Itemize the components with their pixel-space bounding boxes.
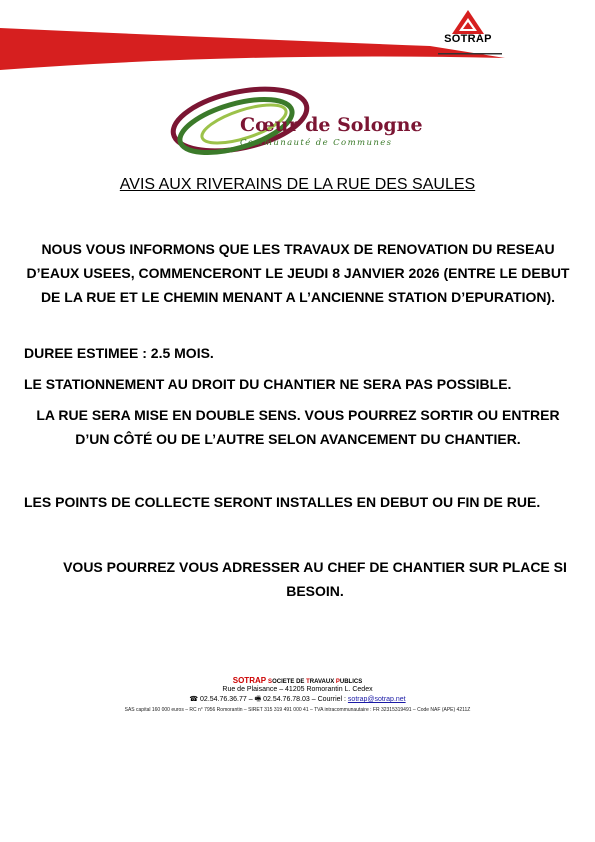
footer-company-line [0, 676, 595, 685]
footer-brand: SOTRAP [232, 676, 267, 685]
footer-email-link[interactable]: sotrap@sotrap.net [347, 696, 406, 703]
notice-paragraph-works: NOUS VOUS INFORMONS QUE LES TRAVAUX DE RENOVATION DU RESEAU D’EAUX USEES, COMMENCERONT LE JEUDI 8 JANVIER 2026 (ENTRE LE DEBUT DE LA RUE ET LE CHEMIN MENANT A L’ANCIENNE STATION D’EPURATION). [26, 241, 570, 305]
partner-logo-subtitle: Communauté de Communes [240, 138, 393, 148]
footer-phone-fax: ☎ 02.54.76.36.77 – 🖷 02.54.76.78.03 – Courriel : [189, 696, 348, 703]
footer-contact-line [0, 695, 595, 706]
notice-paragraph-traffic: LA RUE SERA MISE EN DOUBLE SENS. VOUS POURREZ SORTIR OU ENTRER D’UN CÔTÉ OU DE L’AUTRE SELON AVANCEMENT DU CHANTIER. [36, 407, 560, 447]
notice-paragraph-collection: LES POINTS DE COLLECTE SERONT INSTALLES EN DEBUT OU FIN DE RUE. [24, 494, 541, 510]
notice-paragraph-contact: VOUS POURREZ VOUS ADRESSER AU CHEF DE CHANTIER SUR PLACE SI BESOIN. [63, 559, 567, 599]
header-red-band [0, 0, 595, 80]
sotrap-logo-text: SOTRAP [444, 33, 492, 45]
footer-legal: SAS capital 160 000 euros – RC n° 7956 Romorantin – SIRET 315 319 491 000 41 – TVA intracommunautaire : FR 32315319491 – Code NAF (APE) 4211Z [124, 707, 471, 713]
notice-paragraph-duration: DUREE ESTIMEE : 2.5 MOIS. [24, 345, 214, 361]
partner-logo-name: Cœur de Sologne [240, 114, 423, 136]
sotrap-slogan-mark [438, 52, 502, 56]
footer-address: Rue de Plaisance – 41205 Romorantin L. Cedex [222, 686, 373, 693]
notice-title: AVIS AUX RIVERAINS DE LA RUE DES SAULES [119, 176, 476, 193]
notice-paragraph-parking: LE STATIONNEMENT AU DROIT DU CHANTIER NE SERA PAS POSSIBLE. [24, 376, 512, 392]
footer-company-fullname: SOCIETE DE TRAVAUX PUBLICS [268, 679, 363, 685]
